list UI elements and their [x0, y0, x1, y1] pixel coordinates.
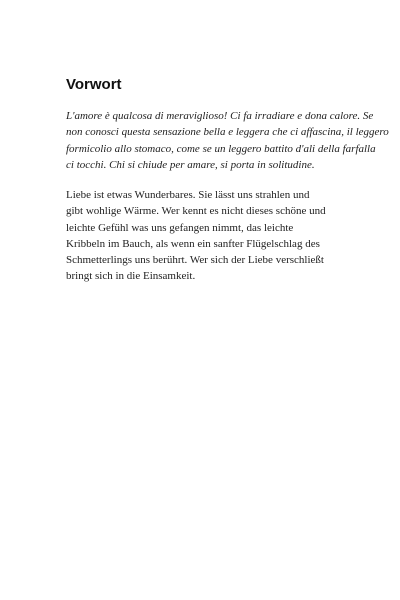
german-body-line: gibt wohlige Wärme. Wer kennt es nicht dieses schöne und [66, 205, 326, 218]
italian-quote-line: ci tocchi. Chi si chiude per amare, si porta in solitudine. [66, 158, 315, 171]
italian-quote-paragraph [66, 108, 389, 173]
german-body-line: Liebe ist etwas Wunderbares. Sie lässt uns strahlen und [66, 189, 310, 201]
italian-quote-line: L'amore è qualcosa di meraviglioso! Ci fa irradiare e dona calore. Se [66, 110, 374, 122]
german-body-paragraph [66, 187, 346, 285]
german-body-line: bringt sich in die Einsamkeit. [66, 270, 196, 283]
german-body-line: leichte Gefühl was uns gefangen nimmt, das leichte [66, 221, 294, 234]
italian-quote-line: non conosci questa sensazione bella e leggera che ci affascina, il leggero [66, 126, 389, 139]
italian-quote-line: formicolio allo stomaco, come se un leggero battito d'ali della farfalla [66, 142, 376, 155]
german-body-line: Schmetterlings uns berührt. Wer sich der Liebe verschließt [66, 254, 324, 267]
chapter-heading: Vorwort [66, 76, 122, 93]
german-body-line: Kribbeln im Bauch, als wenn ein sanfter Flügelschlag des [66, 237, 320, 250]
